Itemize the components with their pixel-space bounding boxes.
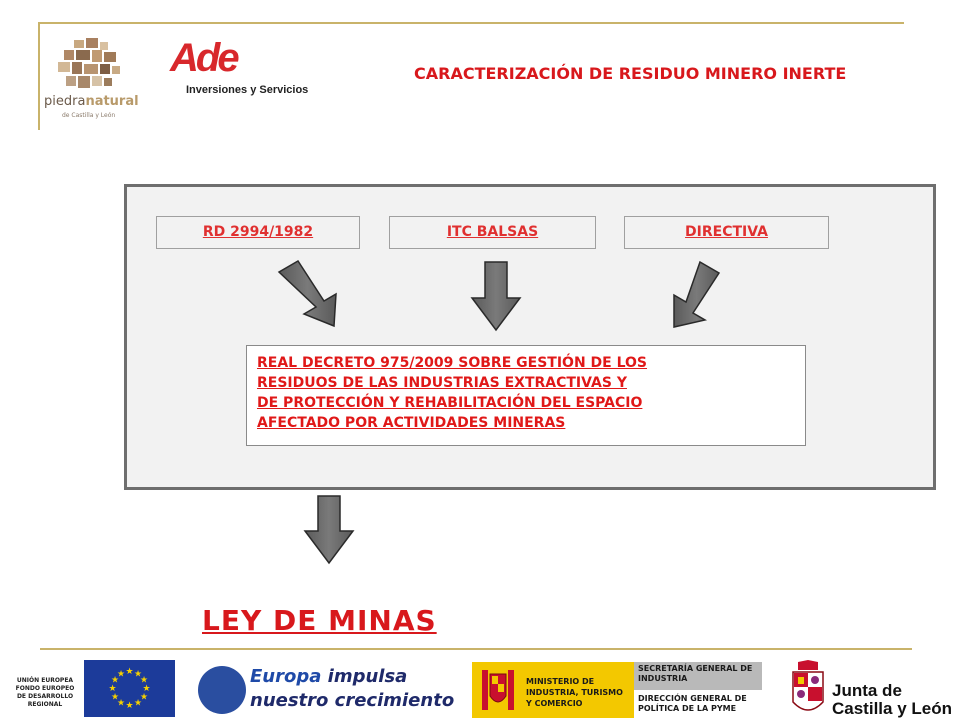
svg-text:★: ★ — [133, 698, 143, 709]
europa-impulsa-logo — [198, 662, 455, 718]
secretaria-text: SECRETARÍA GENERAL DE INDUSTRIA — [634, 662, 762, 690]
europa-line1: Europa impulsa — [250, 666, 408, 687]
decree-text: REAL DECRETO 975/2009 SOBRE GESTIÓN DE LOS RESIDUOS DE LAS INDUSTRIAS EXTRACTIVAS Y DE PROTECCIÓN Y REHABILITACIÓN DEL ESPACIO AFECTADO POR ACTIVIDADES MINERAS — [257, 355, 648, 431]
piedranatural-mosaic-icon — [54, 38, 120, 92]
piedranatural-subtitle: de Castilla y León — [62, 112, 116, 119]
footer-divider — [40, 648, 912, 650]
page-title: CARACTERIZACIÓN DE RESIDUO MINERO INERTE — [414, 64, 847, 83]
ley-de-minas-label: LEY DE MINAS — [202, 604, 437, 637]
svg-text:★: ★ — [116, 698, 126, 709]
svg-text:★: ★ — [139, 692, 149, 703]
direccion-general-text: DIRECCIÓN GENERAL DE POLÍTICA DE LA PYME — [638, 694, 747, 713]
piedranatural-logo — [44, 38, 144, 122]
decree-box — [246, 345, 806, 446]
secretaria-logo — [634, 662, 762, 718]
ade-subtitle: Inversiones y Servicios — [186, 84, 309, 96]
ministerio-text: MINISTERIO DE INDUSTRIA, TURISMO Y COMERCIO — [526, 677, 623, 708]
castilla-leon-shield-icon — [790, 660, 826, 718]
source-box-rd-2994: RD 2994/1982 — [156, 216, 360, 249]
junta-castilla-leon-text: Junta de Castilla y León — [832, 681, 952, 718]
junta-castilla-leon-logo — [790, 660, 960, 720]
svg-text:★: ★ — [142, 684, 151, 694]
eu-flag-icon — [84, 660, 175, 717]
svg-text:★: ★ — [139, 675, 149, 686]
header-divider-top — [38, 22, 904, 24]
svg-text:★: ★ — [133, 669, 143, 680]
europa-line2: nuestro crecimiento — [250, 690, 455, 711]
svg-text:★: ★ — [110, 692, 120, 703]
svg-text:★: ★ — [108, 684, 117, 694]
eu-stars-icon — [84, 660, 175, 717]
header-divider-left — [38, 22, 40, 130]
spain-coat-of-arms-icon — [478, 668, 518, 712]
svg-text:★: ★ — [125, 701, 134, 711]
arrow-decree-to-ley-icon — [305, 496, 353, 563]
ue-feder-label: UNIÓN EUROPEA FONDO EUROPEO DE DESARROLLO REGIONAL — [15, 677, 75, 708]
ade-wordmark: Ade — [170, 36, 237, 80]
svg-text:★: ★ — [125, 667, 134, 677]
ministerio-logo — [472, 662, 634, 718]
piedranatural-wordmark: piedranatural — [44, 94, 139, 109]
source-box-itc-balsas: ITC BALSAS — [389, 216, 596, 249]
ade-logo — [170, 36, 320, 100]
europa-emblem-icon — [198, 666, 246, 714]
svg-text:★: ★ — [116, 669, 126, 680]
source-box-directiva: DIRECTIVA — [624, 216, 829, 249]
svg-text:★: ★ — [110, 675, 120, 686]
